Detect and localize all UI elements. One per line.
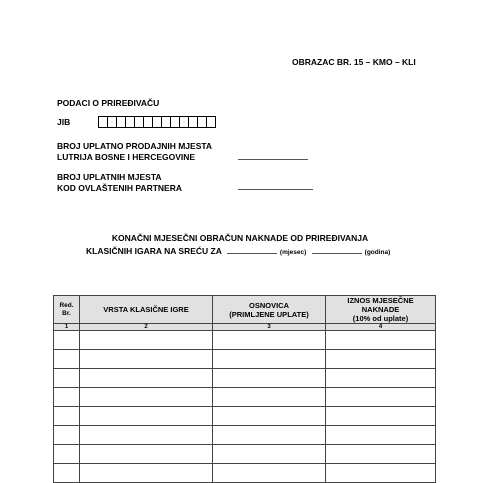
cell-base[interactable]	[213, 388, 326, 407]
year-field[interactable]	[312, 246, 362, 254]
cell-game-type[interactable]	[80, 407, 213, 426]
table-row	[54, 369, 436, 388]
payment-places-label-line1: BROJ UPLATNO PRODAJNIH MJESTA	[57, 141, 213, 151]
cell-fee[interactable]	[326, 369, 436, 388]
table-row	[54, 445, 436, 464]
cell-fee[interactable]	[326, 331, 436, 350]
payment-places-label-line2: LUTRIJA BOSNE I HERCEGOVINE	[57, 152, 196, 162]
col-header-fee-amount	[326, 296, 436, 324]
cell-game-type[interactable]	[80, 445, 213, 464]
cell-game-type[interactable]	[80, 331, 213, 350]
partner-places-label-line2: KOD OVLAŠTENIH PARTNERA	[57, 183, 182, 193]
cell-ordinal[interactable]	[54, 331, 80, 350]
report-subtitle	[86, 246, 390, 256]
cell-fee[interactable]	[326, 426, 436, 445]
year-label: (godina)	[364, 249, 391, 256]
jib-digit-box[interactable]	[206, 116, 216, 128]
cell-fee[interactable]	[326, 407, 436, 426]
col-header-game-type: VRSTA KLASIČNE IGRE	[80, 296, 213, 324]
col-header-fee-line1: IZNOS MJESEČNE	[347, 296, 414, 305]
cell-base[interactable]	[213, 407, 326, 426]
cell-base[interactable]	[213, 445, 326, 464]
col-number-1: 1	[54, 324, 80, 331]
cell-fee[interactable]	[326, 350, 436, 369]
cell-ordinal[interactable]	[54, 407, 80, 426]
report-subtitle-text: KLASIČNIH IGARA NA SREĆU ZA	[86, 246, 222, 256]
col-header-fee-line3: (10% od uplate)	[352, 314, 409, 323]
cell-ordinal[interactable]	[54, 426, 80, 445]
cell-ordinal[interactable]	[54, 369, 80, 388]
table-header-row	[54, 296, 436, 324]
col-header-base-line2: (PRIMLJENE UPLATE)	[229, 309, 309, 319]
cell-base[interactable]	[213, 369, 326, 388]
cell-fee[interactable]	[326, 388, 436, 407]
cell-ordinal[interactable]	[54, 350, 80, 369]
partner-places-label	[57, 172, 182, 194]
cell-base[interactable]	[213, 350, 326, 369]
cell-ordinal[interactable]	[54, 445, 80, 464]
jib-label: JIB	[57, 117, 71, 127]
cell-ordinal[interactable]	[54, 388, 80, 407]
month-label: (mjesec)	[279, 249, 307, 256]
cell-game-type[interactable]	[80, 369, 213, 388]
organizer-section-title: PODACI O PRIREĐIVAČU	[57, 98, 160, 108]
col-header-fee-line2: NAKNADE	[361, 305, 400, 314]
table-row	[54, 350, 436, 369]
col-header-ordinal-line2: Br.	[62, 309, 71, 317]
cell-base[interactable]	[213, 331, 326, 350]
col-number-4: 4	[326, 324, 436, 331]
payment-places-field[interactable]	[238, 159, 308, 160]
form-code: OBRAZAC BR. 15 – KMO – KLI	[292, 57, 416, 67]
col-header-ordinal	[54, 296, 80, 324]
month-field[interactable]	[227, 246, 277, 254]
fee-table	[53, 295, 436, 483]
table-row	[54, 426, 436, 445]
cell-game-type[interactable]	[80, 426, 213, 445]
column-number-row	[54, 324, 436, 331]
col-number-3: 3	[213, 324, 326, 331]
col-number-2: 2	[80, 324, 213, 331]
partner-places-label-line1: BROJ UPLATNIH MJESTA	[57, 172, 162, 182]
payment-places-label	[57, 141, 212, 163]
cell-fee[interactable]	[326, 445, 436, 464]
cell-game-type[interactable]	[80, 350, 213, 369]
table-row	[54, 407, 436, 426]
col-header-base-line1: OSNOVICA	[248, 300, 289, 310]
cell-game-type[interactable]	[80, 388, 213, 407]
cell-base[interactable]	[213, 426, 326, 445]
jib-input-boxes[interactable]	[98, 116, 215, 128]
table-row	[54, 388, 436, 407]
table-row	[54, 331, 436, 350]
partner-places-field[interactable]	[238, 189, 313, 190]
report-title: KONAČNI MJESEČNI OBRAČUN NAKNADE OD PRIREĐIVANJA	[111, 233, 369, 243]
col-header-ordinal-line1: Red.	[59, 301, 74, 309]
col-header-base	[213, 296, 326, 324]
